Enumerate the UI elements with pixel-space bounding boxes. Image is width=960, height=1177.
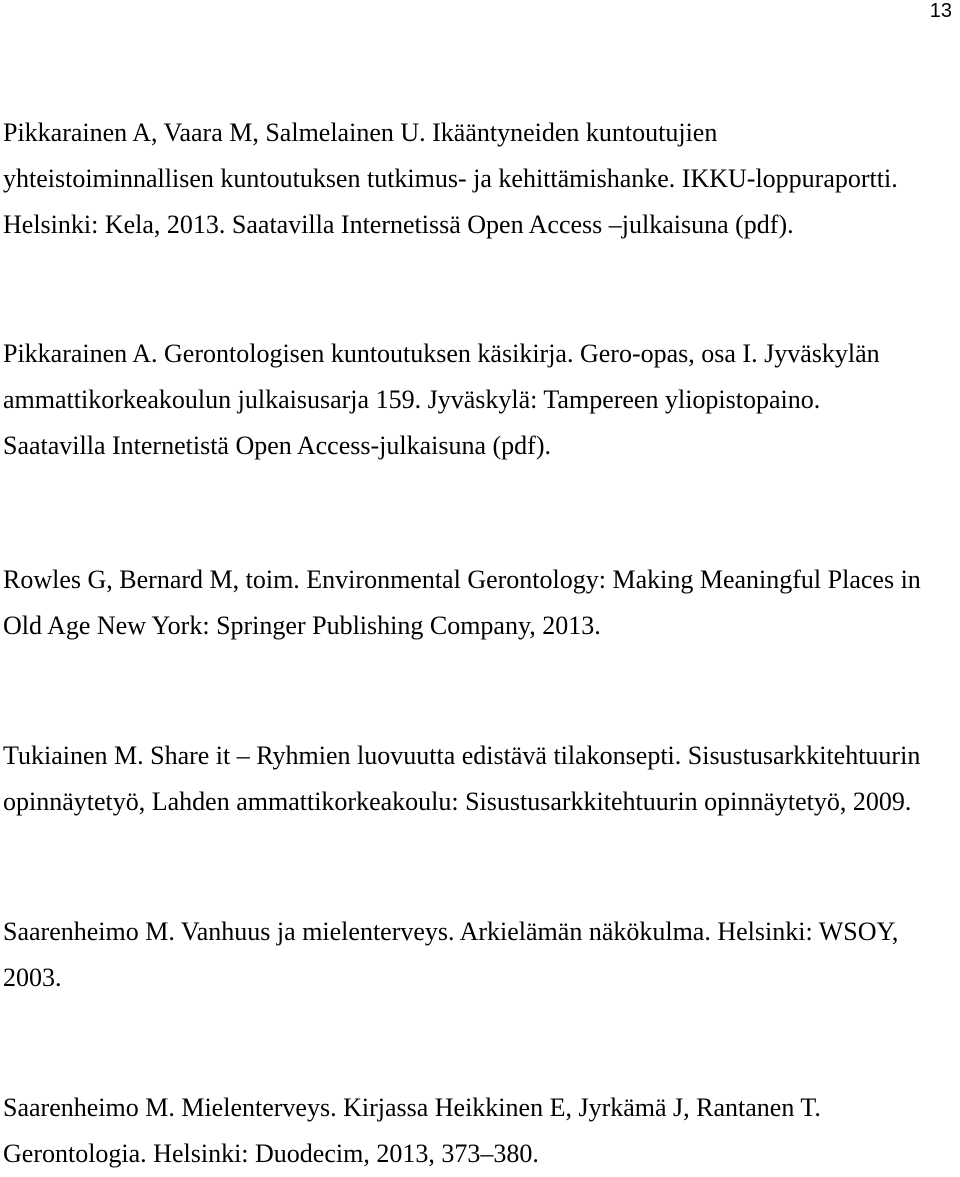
reference-entry <box>3 733 959 825</box>
reference-line: Helsinki: Kela, 2013. Saatavilla Internetissä Open Access –julkaisuna (pdf). <box>3 210 794 239</box>
reference-line: Saarenheimo M. Mielenterveys. Kirjassa Heikkinen E, Jyrkämä J, Rantanen T. <box>3 1093 821 1122</box>
reference-line: Saarenheimo M. Vanhuus ja mielenterveys. Arkielämän näkökulma. Helsinki: WSOY, <box>3 917 899 946</box>
reference-line: Tukiainen M. Share it – Ryhmien luovuutta edistävä tilakonsepti. Sisustusarkkitehtuurin <box>3 741 921 770</box>
page-number: 13 <box>929 0 952 22</box>
reference-line: Saatavilla Internetistä Open Access-julkaisuna (pdf). <box>3 431 551 460</box>
reference-entry <box>3 1085 959 1177</box>
reference-line: yhteistoiminnallisen kuntoutuksen tutkimus- ja kehittämishanke. IKKU-loppuraportti. <box>3 164 898 193</box>
reference-line: Rowles G, Bernard M, toim. Environmental Gerontology: Making Meaningful Places in <box>3 565 921 594</box>
reference-line: Gerontologia. Helsinki: Duodecim, 2013, 373–380. <box>3 1139 539 1168</box>
reference-line: opinnäytetyö, Lahden ammattikorkeakoulu: Sisustusarkkitehtuurin opinnäytetyö, 2009. <box>3 787 912 816</box>
reference-entry <box>3 331 959 469</box>
reference-line: ammattikorkeakoulun julkaisusarja 159. Jyväskylä: Tampereen yliopistopaino. <box>3 385 821 414</box>
reference-line: Pikkarainen A. Gerontologisen kuntoutuksen käsikirja. Gero-opas, osa I. Jyväskylän <box>3 339 880 368</box>
reference-entry <box>3 909 959 1001</box>
reference-line: Pikkarainen A, Vaara M, Salmelainen U. Ikääntyneiden kuntoutujien <box>3 118 718 147</box>
reference-line: 2003. <box>3 963 62 992</box>
reference-line: Old Age New York: Springer Publishing Company, 2013. <box>3 611 601 640</box>
reference-entry <box>3 110 959 248</box>
reference-entry <box>3 557 959 649</box>
